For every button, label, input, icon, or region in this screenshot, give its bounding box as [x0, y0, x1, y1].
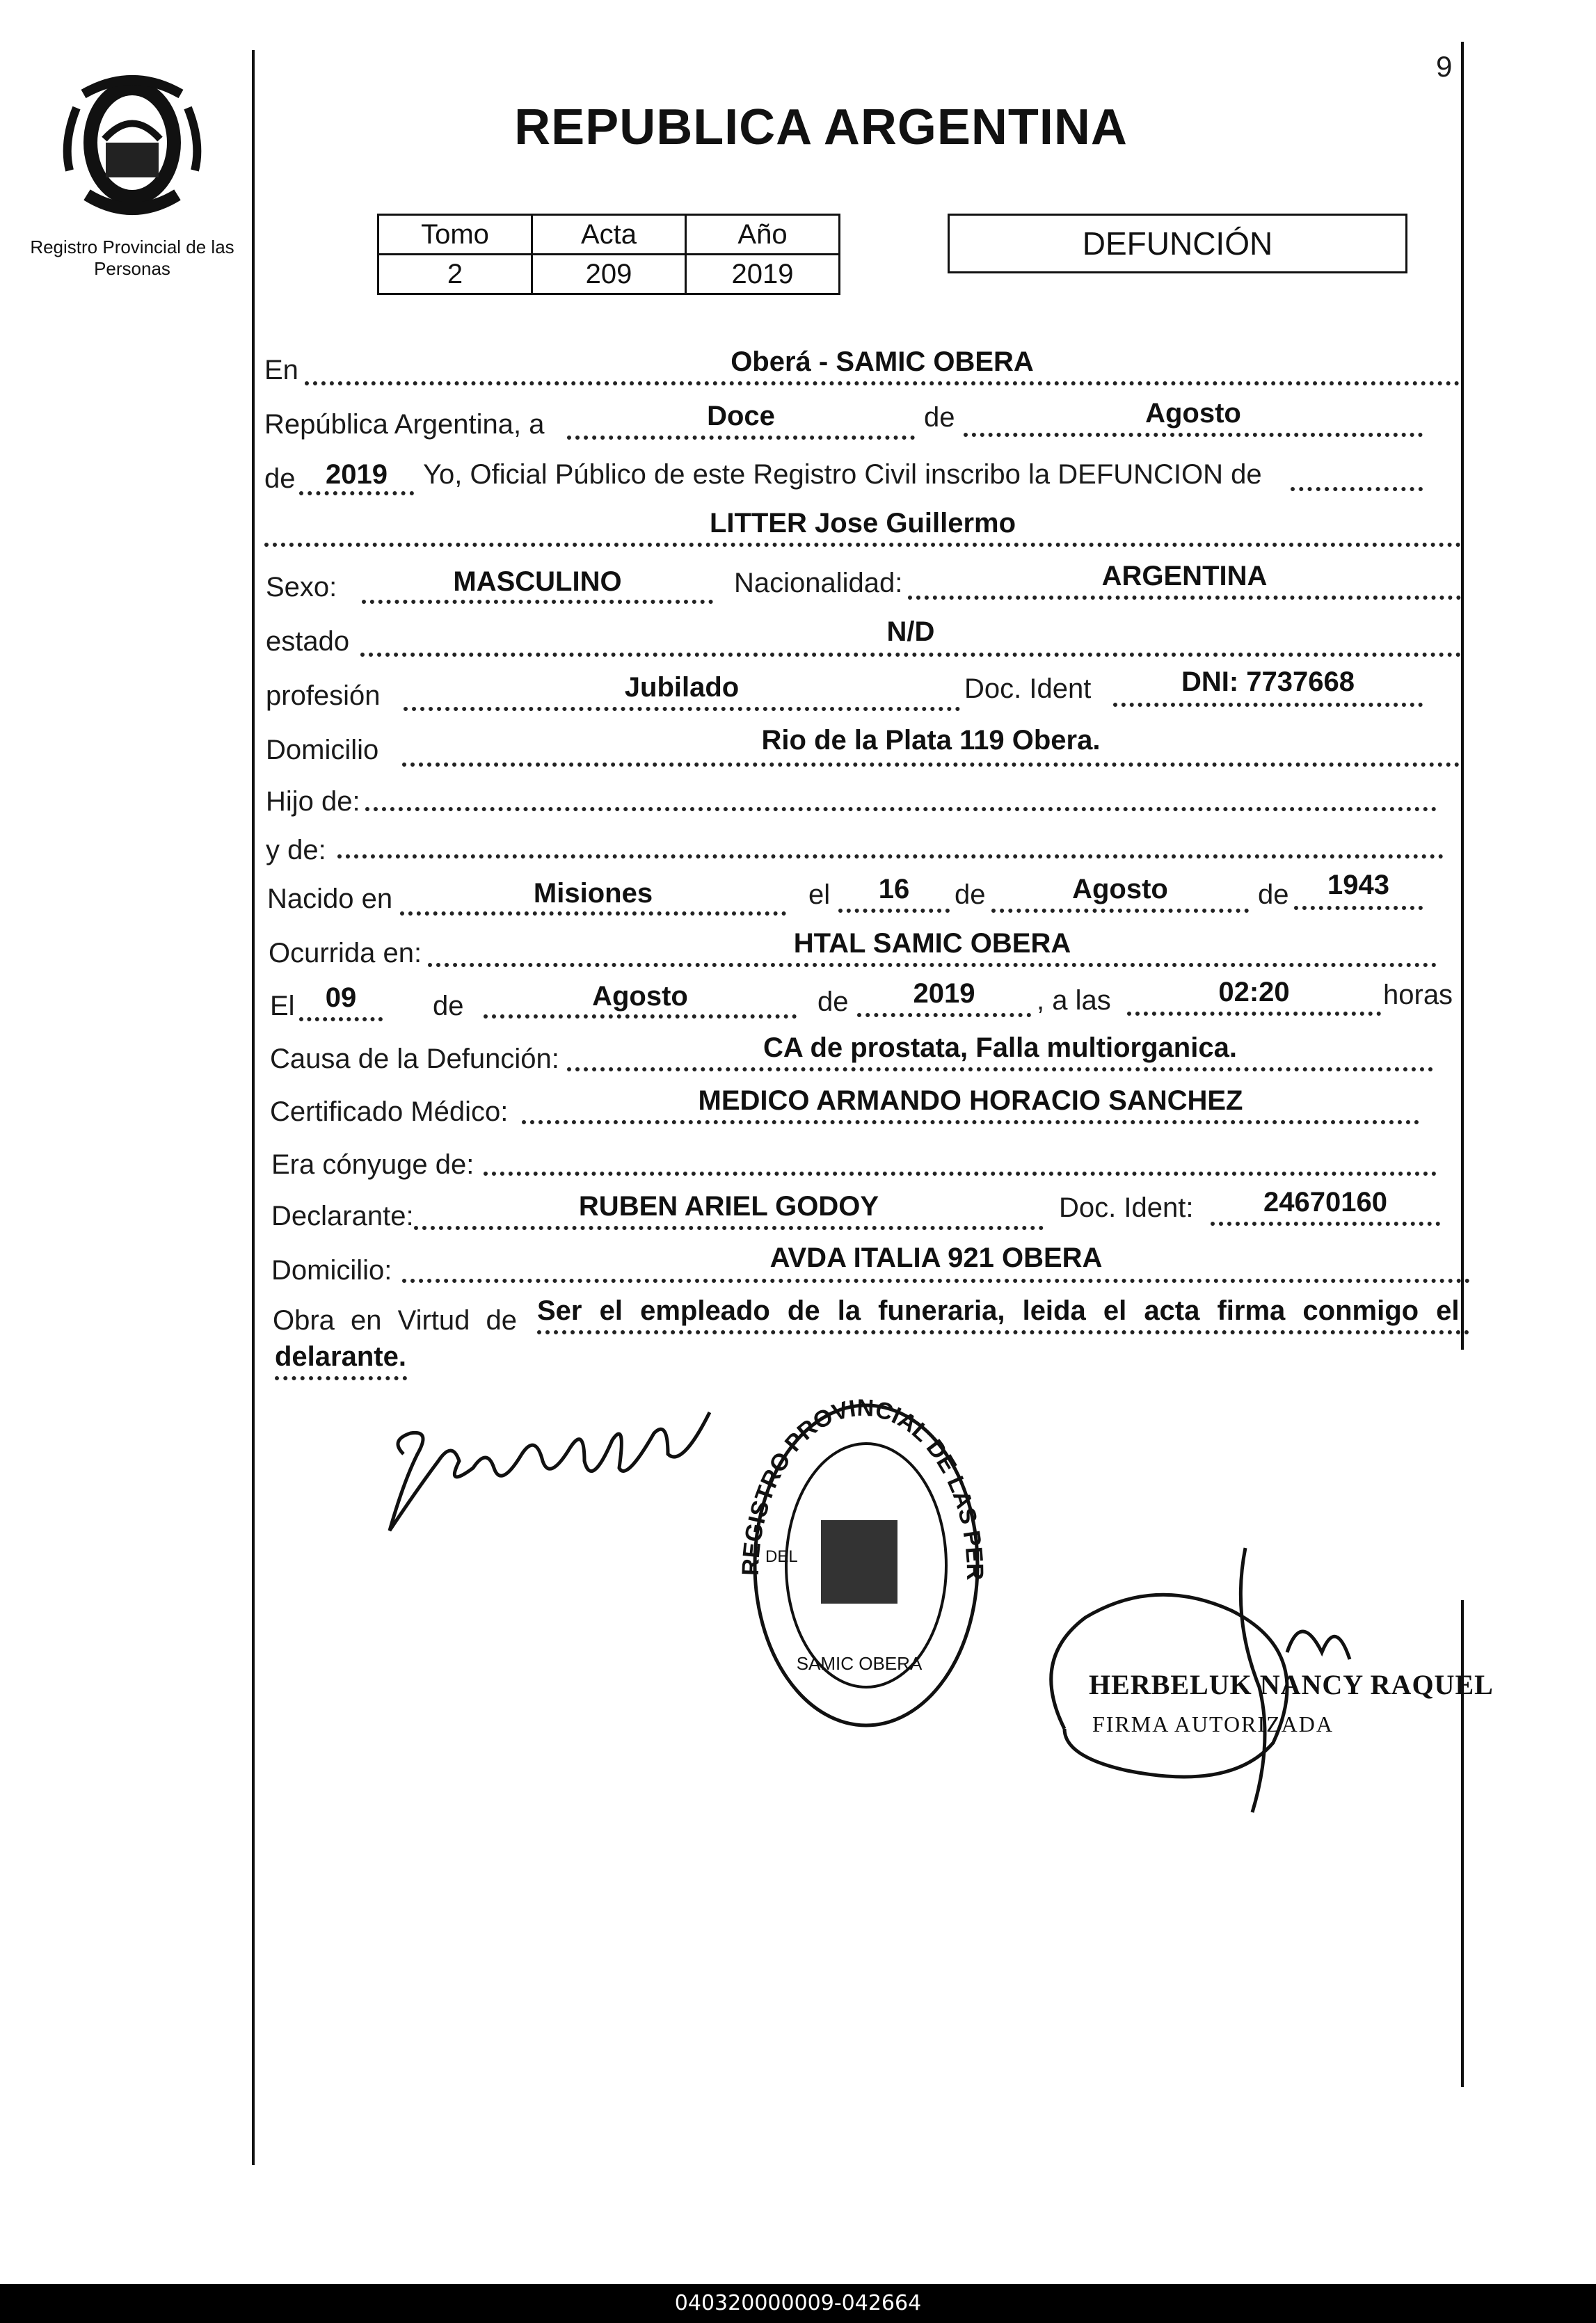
def-hora-value: 02:20 — [1218, 977, 1290, 1007]
nacido-en-label: Nacido en — [267, 884, 393, 914]
nacido-mes-dotline — [991, 909, 1249, 913]
def-hora-dotline — [1127, 1012, 1381, 1016]
declarante-value: RUBEN ARIEL GODOY — [578, 1191, 879, 1222]
table-header-anio: Año — [686, 215, 840, 255]
sexo-dotline — [362, 600, 713, 604]
stamp-side-text: DEL — [765, 1547, 798, 1566]
de-label-2: de — [264, 463, 296, 494]
declarante-doc-label: Doc. Ident: — [1059, 1192, 1194, 1223]
year-dotline — [299, 491, 414, 495]
doc-ident-dotline — [1113, 703, 1423, 707]
table-header-tomo: Tomo — [378, 215, 532, 255]
obra-dotline-1 — [537, 1330, 1469, 1334]
right-margin-line — [1461, 42, 1464, 1350]
registry-stamp — [717, 1388, 1009, 1767]
horas-label: horas — [1383, 980, 1453, 1010]
declarante-doc-dotline — [1211, 1222, 1440, 1226]
domicilio-value: Rio de la Plata 119 Obera. — [761, 725, 1101, 756]
profesion-dotline — [404, 707, 960, 711]
officer-stamp-name: HERBELUK NANCY RAQUEL — [1089, 1669, 1494, 1700]
day-dotline — [567, 436, 915, 440]
month-dotline — [964, 433, 1423, 437]
place-value: Oberá - SAMIC OBERA — [731, 346, 1034, 377]
left-margin-line — [252, 50, 255, 2165]
nacido-dia-dotline — [838, 909, 950, 913]
en-dotline — [305, 381, 1460, 385]
year-value: 2019 — [326, 459, 388, 490]
name-dotline — [264, 543, 1461, 547]
nacido-anio-value: 1943 — [1327, 870, 1389, 900]
nacionalidad-value: ARGENTINA — [1101, 561, 1268, 591]
hijo-de-dotline — [365, 807, 1437, 811]
estado-label: estado — [266, 626, 350, 657]
nacido-lugar-value: Misiones — [533, 878, 653, 909]
a-las-label: , a las — [1037, 985, 1111, 1016]
de-label-4: de — [1258, 879, 1289, 910]
declarante-domicilio-dotline — [402, 1279, 1470, 1283]
conyuge-dotline — [484, 1172, 1437, 1176]
declarant-signature — [376, 1391, 737, 1576]
def-anio-value: 2019 — [913, 978, 975, 1009]
deceased-name-value: LITTER Jose Guillermo — [709, 508, 1016, 538]
declarante-domicilio-value: AVDA ITALIA 921 OBERA — [769, 1243, 1103, 1273]
declarante-doc-value: 24670160 — [1263, 1187, 1387, 1218]
nacido-mes-value: Agosto — [1072, 874, 1168, 904]
nacionalidad-label: Nacionalidad: — [734, 568, 903, 598]
el-cap-label: El — [270, 991, 295, 1021]
certificado-value: MEDICO ARMANDO HORACIO SANCHEZ — [698, 1085, 1243, 1116]
nacido-dia-value: 16 — [878, 874, 910, 904]
obra-text-line1: Ser el empleado de la funeraria, leida el acta firma conmigo el — [537, 1295, 1460, 1326]
nacido-lugar-dotline — [400, 911, 786, 916]
footer-code: 040320000009-042664 — [674, 2291, 922, 2315]
page-number: 9 — [1436, 50, 1453, 83]
nacido-anio-dotline — [1294, 906, 1423, 910]
def-mes-value: Agosto — [592, 981, 688, 1012]
stamp-inner-text: SAMIC OBERA — [796, 1653, 923, 1674]
certificado-label: Certificado Médico: — [270, 1096, 509, 1127]
de-label-6: de — [817, 987, 849, 1017]
doc-ident-value: DNI: 7737668 — [1181, 666, 1355, 697]
ocurrida-value: HTAL SAMIC OBERA — [793, 928, 1071, 959]
obra-dotline-2 — [275, 1376, 407, 1380]
document-type-box: DEFUNCIÓN — [948, 214, 1407, 273]
profesion-value: Jubilado — [624, 672, 740, 703]
certificado-dotline — [522, 1120, 1419, 1124]
en-label: En — [264, 355, 298, 385]
table-header-acta: Acta — [532, 215, 686, 255]
domicilio-dotline — [402, 763, 1460, 767]
def-mes-dotline — [484, 1014, 797, 1019]
intro-dotline — [1291, 487, 1423, 491]
def-dia-dotline — [299, 1017, 383, 1021]
tomo-acta-anio-table — [377, 214, 840, 295]
footer-bar — [0, 2284, 1596, 2323]
sexo-label: Sexo: — [266, 572, 337, 602]
domicilio-label: Domicilio — [266, 735, 379, 765]
republica-label: República Argentina, a — [264, 409, 545, 440]
profesion-label: profesión — [266, 680, 381, 711]
y-de-dotline — [337, 854, 1444, 859]
sexo-value: MASCULINO — [453, 566, 622, 597]
de-label-1: de — [924, 402, 955, 433]
table-value-acta: 209 — [532, 255, 686, 294]
table-value-anio: 2019 — [686, 255, 840, 294]
conyuge-label: Era cónyuge de: — [271, 1149, 474, 1180]
ocurrida-dotline — [428, 963, 1437, 967]
estado-value: N/D — [886, 616, 935, 647]
ocurrida-label: Ocurrida en: — [269, 938, 422, 968]
intro-text: Yo, Oficial Público de este Registro Civil inscribo la DEFUNCION de — [423, 459, 1262, 490]
stamp-round-text: REGISTRO PROVINCIAL DE LAS PER — [737, 1394, 989, 1581]
causa-label: Causa de la Defunción: — [270, 1044, 559, 1074]
declarante-label: Declarante: — [271, 1201, 414, 1231]
nacionalidad-dotline — [908, 596, 1461, 600]
registry-name: Registro Provincial de las Personas — [30, 237, 234, 279]
doc-ident-label: Doc. Ident — [964, 673, 1092, 704]
de-label-5: de — [433, 991, 464, 1021]
causa-value: CA de prostata, Falla multiorganica. — [763, 1032, 1237, 1063]
table-value-tomo: 2 — [378, 255, 532, 294]
declarante-domicilio-label: Domicilio: — [271, 1255, 392, 1286]
estado-dotline — [360, 653, 1461, 657]
officer-stamp-subtitle: FIRMA AUTORIZADA — [1092, 1711, 1334, 1737]
def-anio-dotline — [857, 1013, 1031, 1017]
de-label-3: de — [955, 879, 986, 910]
el-label: el — [808, 879, 831, 910]
page-title: REPUBLICA ARGENTINA — [514, 99, 1128, 155]
provincial-seal — [63, 66, 202, 230]
obra-label: Obra en Virtud de — [273, 1305, 518, 1336]
def-dia-value: 09 — [325, 982, 357, 1013]
y-de-label: y de: — [266, 835, 326, 865]
hijo-de-label: Hijo de: — [266, 786, 360, 817]
day-word-value: Doce — [707, 401, 775, 431]
declarante-dotline — [414, 1226, 1044, 1230]
month-value: Agosto — [1145, 398, 1241, 429]
obra-text-line2: delarante. — [275, 1341, 406, 1372]
causa-dotline — [567, 1067, 1433, 1071]
